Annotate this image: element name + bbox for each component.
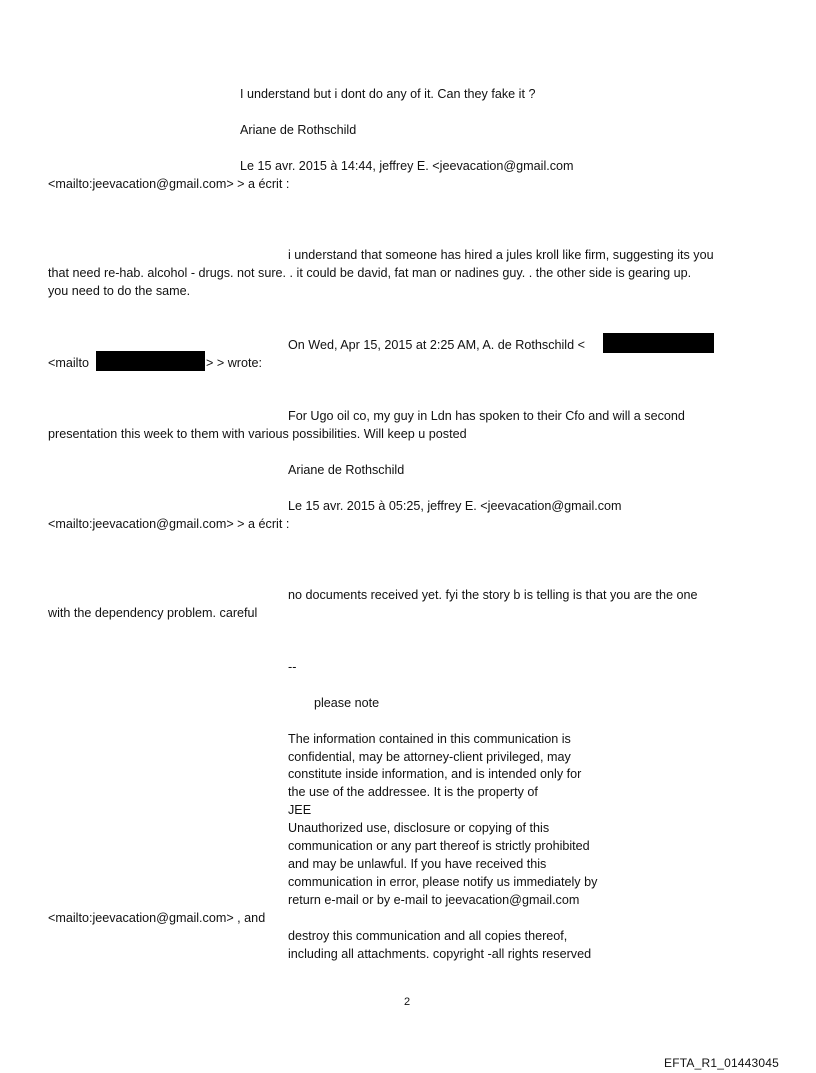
reply-header: <mailto:jeevacation@gmail.com> > a écrit : [48,517,290,531]
separator: -- [288,660,297,674]
message-line: you need to do the same. [48,284,191,298]
reply-header: Le 15 avr. 2015 à 14:44, jeffrey E. <jeevacation@gmail.com [240,159,574,173]
signature: Ariane de Rothschild [288,463,405,477]
bates-number: EFTA_R1_01443045 [664,1056,780,1070]
disclaimer-line: constitute inside information, and is intended only for [288,767,582,781]
disclaimer-line: Unauthorized use, disclosure or copying of this [288,821,550,835]
disclaimer-line: destroy this communication and all copies thereof, [288,929,568,943]
disclaimer-line: the use of the addressee. It is the property of [288,785,538,799]
disclaimer-line: communication or any part thereof is strictly prohibited [288,839,590,853]
disclaimer-line: and may be unlawful. If you have received this [288,857,547,871]
redaction-box [96,351,205,371]
redaction-box [603,333,714,353]
disclaimer-line: JEE [288,803,312,817]
message-line: that need re-hab. alcohol - drugs. not sure. . it could be david, fat man or nadines guy. . the other side is gearing up. [48,266,692,280]
note-heading: please note [314,696,380,710]
reply-header: <mailto [48,356,89,370]
signature: Ariane de Rothschild [240,123,357,137]
reply-header: <mailto:jeevacation@gmail.com> > a écrit : [48,177,290,191]
disclaimer-line: <mailto:jeevacation@gmail.com> , and [48,911,266,925]
message-line: For Ugo oil co, my guy in Ldn has spoken to their Cfo and will a second [288,409,685,423]
message-line: with the dependency problem. careful [48,606,258,620]
message-line: I understand but i dont do any of it. Can they fake it ? [240,87,536,101]
disclaimer-line: confidential, may be attorney-client privileged, may [288,750,571,764]
reply-header: On Wed, Apr 15, 2015 at 2:25 AM, A. de Rothschild < [288,338,585,352]
disclaimer-line: return e-mail or by e-mail to jeevacation@gmail.com [288,893,580,907]
message-line: presentation this week to them with various possibilities. Will keep u posted [48,427,467,441]
page-number: 2 [404,996,411,1008]
reply-header: > > wrote: [206,356,263,370]
reply-header: Le 15 avr. 2015 à 05:25, jeffrey E. <jeevacation@gmail.com [288,499,622,513]
disclaimer-line: including all attachments. copyright -all rights reserved [288,947,592,961]
message-line: i understand that someone has hired a jules kroll like firm, suggesting its you [288,248,714,262]
disclaimer-line: The information contained in this communication is [288,732,571,746]
message-line: no documents received yet. fyi the story b is telling is that you are the one [288,588,698,602]
disclaimer-line: communication in error, please notify us immediately by [288,875,598,889]
